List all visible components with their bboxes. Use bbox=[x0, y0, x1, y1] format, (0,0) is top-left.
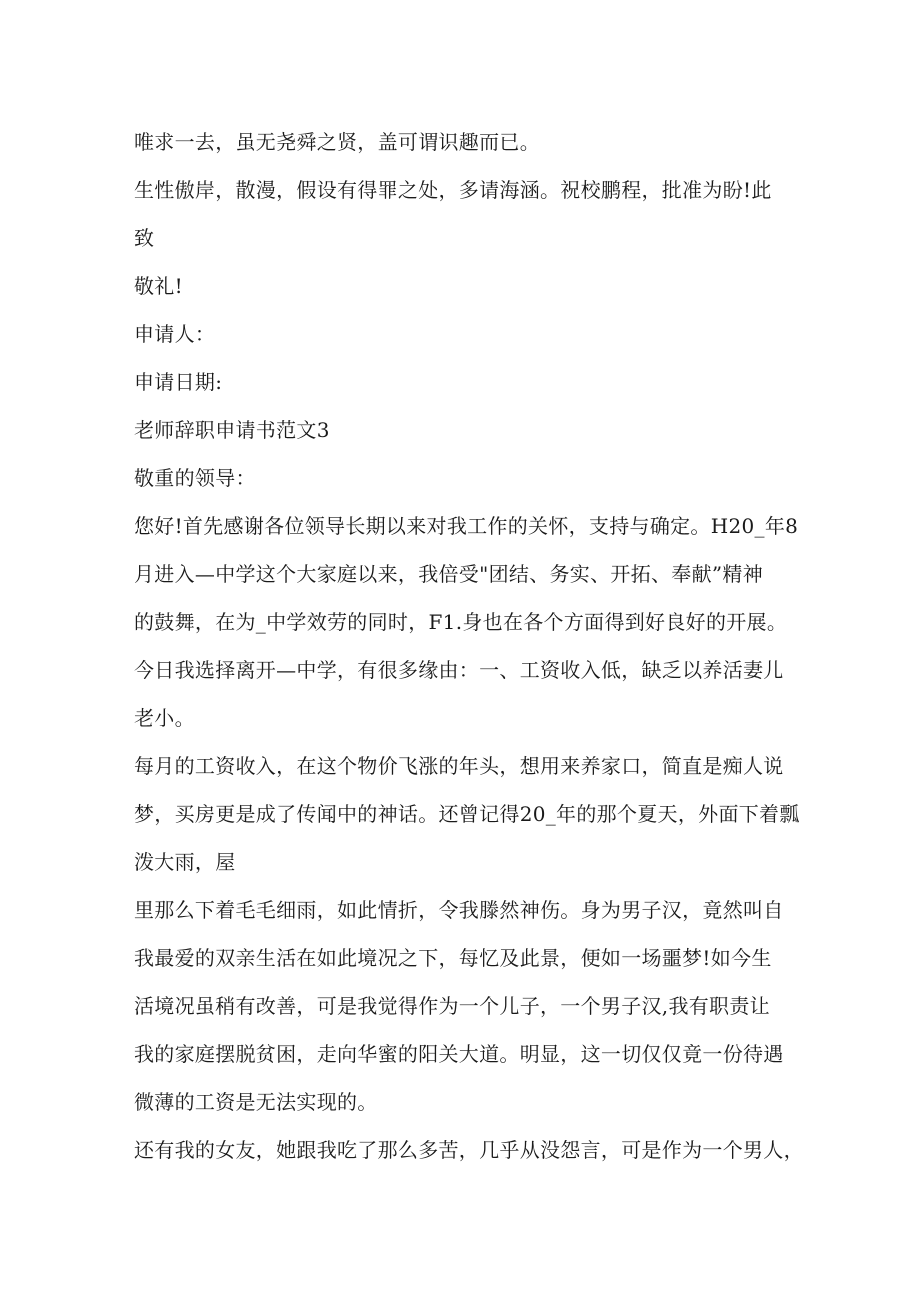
text-line-closing-2: 生性傲岸，散漫，假设有得罪之处，多请海涵。祝校鹏程，批准为盼!此 bbox=[134, 178, 772, 202]
paragraph-line: 月进入—中学这个大家庭以来，我倍受"团结、务实、开拓、奉献”精神 bbox=[134, 562, 764, 586]
paragraph-line: 今日我选择离开—中学，有很多缘由：一、工资收入低，缺乏以养活妻儿 bbox=[134, 658, 784, 682]
text-line-closing-1: 唯求一去，虽无尧舜之贤，盖可谓识趣而已。 bbox=[134, 130, 540, 154]
paragraph-line: 还有我的女友，她跟我吃了那么多苦，几乎从没怨言，可是作为一个男人， bbox=[134, 1138, 804, 1162]
paragraph-line: 每月的工资收入，在这个物价飞涨的年头，想用来养家口，简直是痴人说 bbox=[134, 754, 784, 778]
document-body bbox=[134, 118, 804, 1174]
salutation: 敬重的领导： bbox=[134, 466, 256, 490]
text-line-jingli: 敬礼! bbox=[134, 274, 183, 298]
text-line-zhi: 致 bbox=[134, 226, 155, 250]
paragraph-line: 的鼓舞，在为_中学效劳的同时，F1.身也在各个方面得到好良好的开展。 bbox=[134, 610, 788, 634]
paragraph-line: 您好!首先感谢各位领导长期以来对我工作的关怀，支持与确定。H20_年8 bbox=[134, 514, 799, 538]
application-date-label: 申请日期: bbox=[134, 370, 223, 394]
paragraph-line: 老小。 bbox=[134, 706, 195, 730]
paragraph-line: 泼大雨，屋 bbox=[134, 850, 236, 874]
paragraph-line: 里那么下着毛毛细雨，如此情折，令我滕然神伤。身为男子汉，竟然叫自 bbox=[134, 898, 784, 922]
applicant-label: 申请人： bbox=[134, 322, 216, 346]
paragraph-line: 我最爱的双亲生活在如此境况之下，每忆及此景，便如一场噩梦!如今生 bbox=[134, 946, 772, 970]
paragraph-line: 活境况虽稍有改善，可是我觉得作为一个儿子，一个男子汉,我有职责让 bbox=[134, 994, 770, 1018]
paragraph-line: 梦，买房更是成了传闻中的神话。还曾记得20_年的那个夏天，外面下着瓢 bbox=[134, 802, 800, 826]
section-title: 老师辞职申请书范文3 bbox=[134, 418, 330, 442]
paragraph-line: 微薄的工资是无法实现的。 bbox=[134, 1090, 378, 1114]
paragraph-line: 我的家庭摆脱贫困，走向华蜜的阳关大道。明显，这一切仅仅竟一份待遇 bbox=[134, 1042, 784, 1066]
